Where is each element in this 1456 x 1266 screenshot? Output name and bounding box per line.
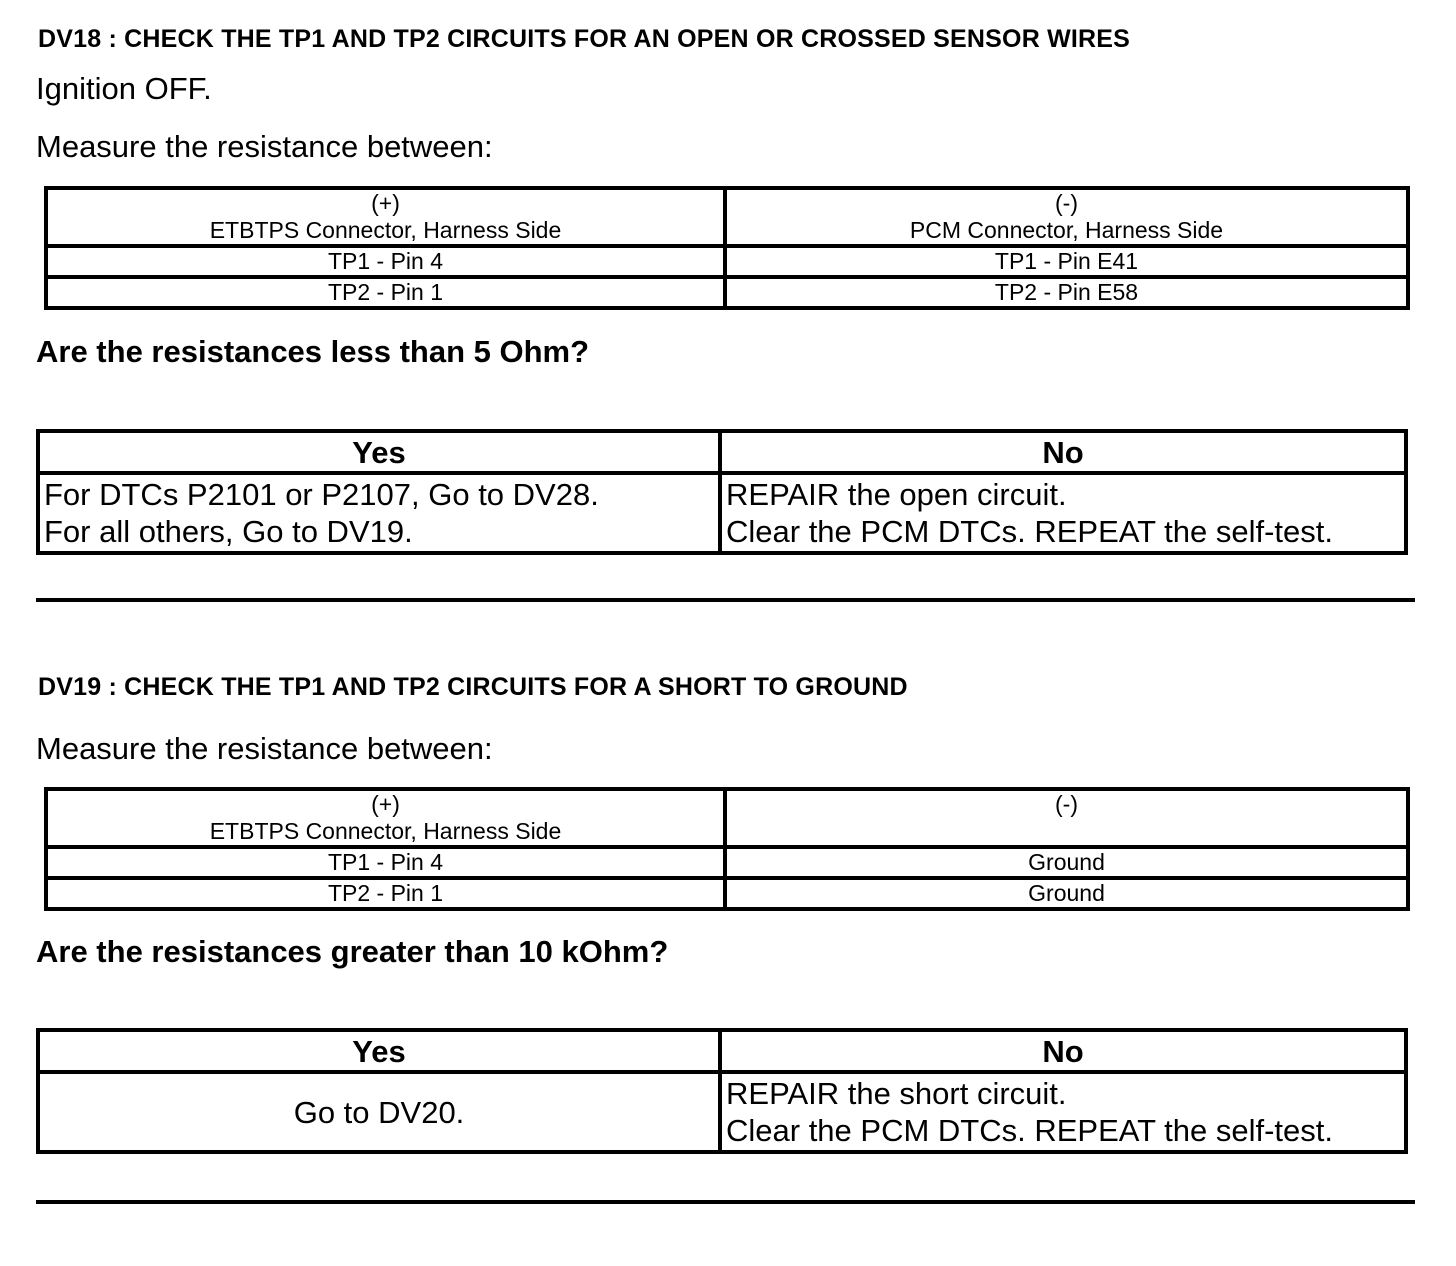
table-cell: Ground (725, 847, 1408, 878)
negative-sign: (-) (1055, 791, 1078, 817)
table-cell: TP2 - Pin 1 (46, 878, 725, 909)
positive-sign: (+) (371, 190, 400, 216)
yes-header: Yes (38, 1030, 720, 1072)
etbtps-connector-label: ETBTPS Connector, Harness Side (209, 818, 562, 844)
table-cell: TP2 - Pin E58 (725, 277, 1408, 308)
dv19-measure-header-positive (46, 789, 725, 847)
etbtps-connector-label: ETBTPS Connector, Harness Side (209, 217, 562, 243)
table-cell: TP1 - Pin 4 (46, 847, 725, 878)
dv18-result-table (36, 429, 1408, 555)
dv18-measure-header-positive (46, 188, 725, 246)
no-action-cell (720, 473, 1406, 553)
yes-action-cell (38, 1072, 720, 1152)
dv19-measure-table (44, 787, 1410, 911)
dv19-instruction-measure: Measure the resistance between: (36, 731, 493, 766)
dv18-instruction-ignition: Ignition OFF. (36, 71, 212, 106)
no-action-line: Clear the PCM DTCs. REPEAT the self-test. (726, 514, 1333, 549)
dv18-instruction-measure: Measure the resistance between: (36, 129, 493, 164)
no-header: No (720, 1030, 1406, 1072)
table-cell: TP1 - Pin 4 (46, 246, 725, 277)
table-row (46, 847, 1408, 878)
no-action-cell (720, 1072, 1406, 1152)
dv19-measure-header-negative (725, 789, 1408, 847)
pcm-connector-label: PCM Connector, Harness Side (909, 217, 1224, 243)
dv19-result-table (36, 1028, 1408, 1154)
no-header: No (720, 431, 1406, 473)
no-action-line: REPAIR the short circuit. (726, 1076, 1067, 1111)
table-row (46, 277, 1408, 308)
dv19-question: Are the resistances greater than 10 kOhm? (36, 934, 669, 969)
table-row (46, 246, 1408, 277)
no-action-line: REPAIR the open circuit. (726, 477, 1067, 512)
yes-header: Yes (38, 431, 720, 473)
yes-action-cell (38, 473, 720, 553)
dv18-measure-table (44, 186, 1410, 310)
no-action-line: Clear the PCM DTCs. REPEAT the self-test. (726, 1113, 1333, 1148)
table-row (46, 878, 1408, 909)
table-cell: TP1 - Pin E41 (725, 246, 1408, 277)
dv18-title: DV18 : CHECK THE TP1 AND TP2 CIRCUITS FOR AN OPEN OR CROSSED SENSOR WIRES (38, 25, 1131, 53)
table-cell: TP2 - Pin 1 (46, 277, 725, 308)
dv18-question: Are the resistances less than 5 Ohm? (36, 334, 590, 369)
section-divider (36, 598, 1415, 602)
positive-sign: (+) (371, 791, 400, 817)
yes-action-line: For all others, Go to DV19. (44, 514, 413, 549)
yes-action-line: For DTCs P2101 or P2107, Go to DV28. (44, 477, 599, 512)
dv19-title: DV19 : CHECK THE TP1 AND TP2 CIRCUITS FOR A SHORT TO GROUND (38, 673, 908, 701)
negative-sign: (-) (1055, 190, 1078, 216)
yes-action-line: Go to DV20. (293, 1094, 465, 1130)
section-divider (36, 1200, 1415, 1204)
dv18-measure-header-negative (725, 188, 1408, 246)
table-cell: Ground (725, 878, 1408, 909)
